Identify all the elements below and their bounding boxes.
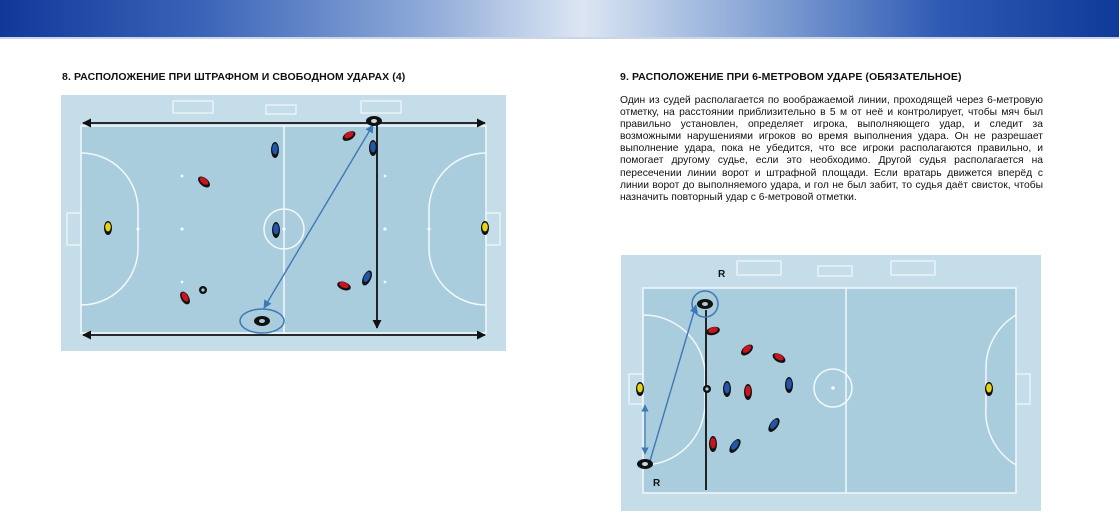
goalkeeper-right xyxy=(481,221,489,235)
center-spot xyxy=(282,227,286,231)
penalty-spot-right xyxy=(427,227,430,230)
blue-player xyxy=(723,381,731,397)
field-mark xyxy=(181,175,184,178)
six-meter-kick-diagram xyxy=(621,255,1041,511)
red-player xyxy=(709,436,717,452)
playing-area xyxy=(643,288,1016,493)
goalkeeper-right xyxy=(985,382,993,396)
goalkeeper-left xyxy=(104,221,112,235)
blue-player xyxy=(369,140,377,156)
center-spot xyxy=(831,386,835,390)
section8-heading: 8. РАСПОЛОЖЕНИЕ ПРИ ШТРАФНОМ И СВОБОДНОМ УДАРАХ (4) xyxy=(62,71,406,83)
field-mark xyxy=(384,175,387,178)
section9-paragraph: Один из судей располагается по воображаемой линии, проходящей через 6-метровую отметку, на расстоянии приблизительно в 5 м от неё и контролирует, чтобы мяч был правильно установлен, определяет игрока, выполняющего удар, и следит за возможными нарушениями игроков во время выполнения удара. Он не разрешает выполнение удара, пока не убедится, что все игроки располагаются правильно, и помогает другому судье, если это необходимо. Другой судья располагается на пересечении линии ворот и штрафной площади. Если вратарь движется вперёд с линии ворот до выполняемого удара, и гол не был забит, то судья даёт свисток, чтобы назначить повторный удар с 6-метровой отметки. xyxy=(620,95,1043,203)
free-kick-diagram xyxy=(61,95,506,351)
red-player xyxy=(744,384,752,400)
section9-heading: 9. РАСПОЛОЖЕНИЕ ПРИ 6-МЕТРОВОМ УДАРЕ (ОБЯЗАТЕЛЬНОЕ) xyxy=(620,71,962,83)
goalkeeper-left xyxy=(636,382,644,396)
referee-top xyxy=(366,116,382,126)
field-mark xyxy=(181,281,184,284)
blue-player xyxy=(785,377,793,393)
header-banner xyxy=(0,0,1119,37)
field-mark xyxy=(384,281,387,284)
referee-bottom xyxy=(254,316,270,326)
second-penalty-spot-right xyxy=(383,227,386,230)
referee-label-top: R xyxy=(718,269,726,280)
referee-label-bottom: R xyxy=(653,478,661,489)
penalty-spot-left xyxy=(136,227,139,230)
second-penalty-spot-left xyxy=(180,227,183,230)
ball xyxy=(703,385,711,393)
blue-player xyxy=(272,222,280,238)
ball xyxy=(199,286,207,294)
blue-player xyxy=(271,142,279,158)
referee-bottom xyxy=(637,459,653,469)
header-divider xyxy=(0,37,1119,39)
referee-top xyxy=(697,299,713,309)
